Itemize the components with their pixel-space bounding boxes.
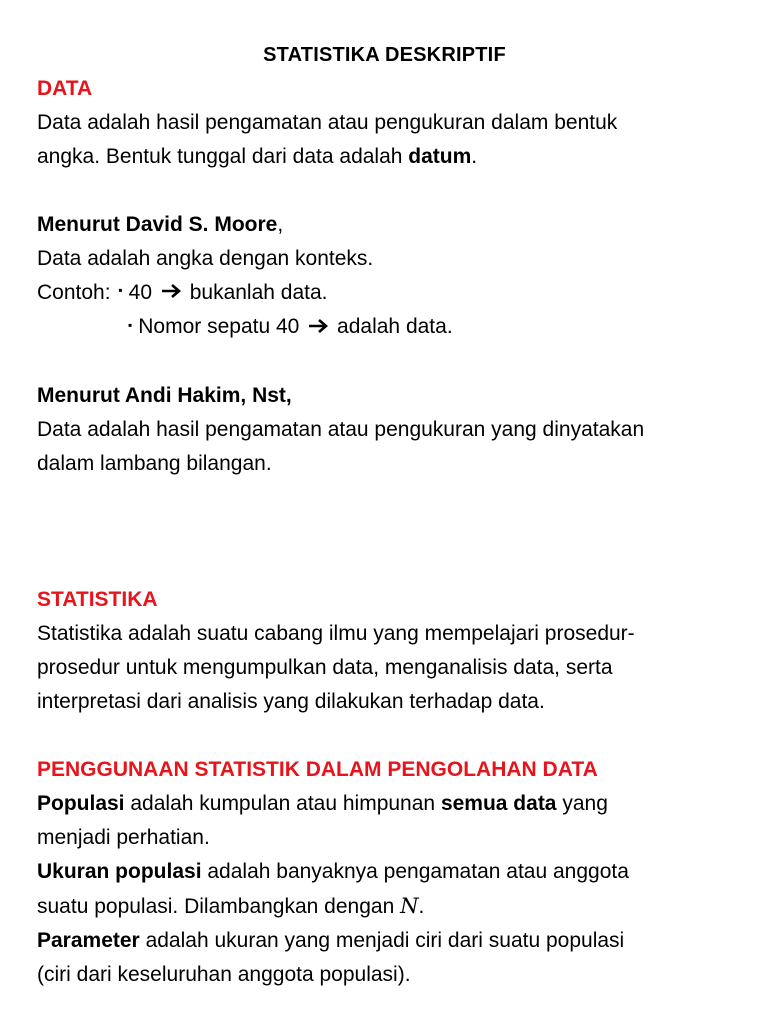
populasi-line-1 <box>37 787 732 821</box>
text-span: suatu populasi. Dilambangkan dengan <box>37 894 401 918</box>
parameter-line-1 <box>37 924 732 958</box>
bold-term-ukuran-populasi: Ukuran populasi <box>37 859 202 883</box>
hakim-heading: Menurut Andi Hakim, Nst, <box>37 383 292 407</box>
text-span: adalah kumpulan atau himpunan <box>124 791 441 815</box>
arrow-right-icon <box>307 318 329 334</box>
bold-term-semua-data: semua data <box>440 791 557 815</box>
paragraph-line: interpretasi dari analisis yang dilakukan terhadap data. <box>37 689 545 713</box>
math-symbol-n: N <box>400 893 419 918</box>
spacer <box>37 345 732 379</box>
paragraph-line: prosedur untuk mengumpulkan data, menganalisis data, serta <box>37 655 613 679</box>
spacer <box>37 174 732 208</box>
text-span: . <box>471 145 478 168</box>
paragraph-line: (ciri dari keseluruhan anggota populasi). <box>37 962 411 986</box>
paragraph-line: Statistika adalah suatu cabang ilmu yang mempelajari prosedur- <box>37 621 635 645</box>
bold-term-parameter: Parameter <box>37 928 140 952</box>
paragraph-line: Data adalah hasil pengamatan atau pengukuran dalam bentuk <box>37 111 618 134</box>
paragraph-line: Data adalah angka dengan konteks. <box>37 247 374 270</box>
text-span: angka. Bentuk tunggal dari data adalah <box>37 145 409 168</box>
text-span: yang <box>556 791 608 815</box>
example-label: Contoh: <box>37 281 111 304</box>
text-span: adalah banyaknya pengamatan atau anggota <box>201 859 629 883</box>
document-title: STATISTIKA DESKRIPTIF <box>263 44 506 66</box>
bold-term-populasi: Populasi <box>37 791 125 815</box>
paragraph-line: Data adalah hasil pengamatan atau pengukuran yang dinyatakan <box>37 417 645 441</box>
moore-heading <box>37 208 732 242</box>
text-span: Nomor sepatu 40 <box>138 315 300 339</box>
paragraph-line: menjadi perhatian. <box>37 825 210 849</box>
text-span: adalah ukuran yang menjadi ciri dari suatu populasi <box>139 928 625 952</box>
text-span: adalah data. <box>337 315 453 339</box>
example-line-2 <box>37 310 732 344</box>
bullet-icon: ▪ <box>118 283 123 298</box>
bold-term-datum: datum <box>408 145 472 168</box>
ukuran-line-1 <box>37 855 732 889</box>
arrow-right-icon <box>160 283 182 299</box>
section-heading-penggunaan: PENGGUNAAN STATISTIK DALAM PENGOLAHAN DATA <box>37 757 598 781</box>
paragraph-line <box>37 140 732 174</box>
text-span: 40 <box>128 281 153 304</box>
paragraph-line: dalam lambang bilangan. <box>37 451 272 475</box>
text-span: , <box>277 213 284 236</box>
moore-heading-bold: Menurut David S. Moore <box>37 213 278 236</box>
section-heading-data: DATA <box>37 77 93 100</box>
bullet-icon: ▪ <box>128 317 133 332</box>
section-heading-statistika: STATISTIKA <box>37 587 158 611</box>
spacer <box>37 719 732 753</box>
text-span: . <box>418 894 425 918</box>
ukuran-line-2 <box>37 889 732 924</box>
spacer <box>37 481 732 583</box>
text-span: bukanlah data. <box>189 281 328 304</box>
example-line-1 <box>37 276 732 310</box>
